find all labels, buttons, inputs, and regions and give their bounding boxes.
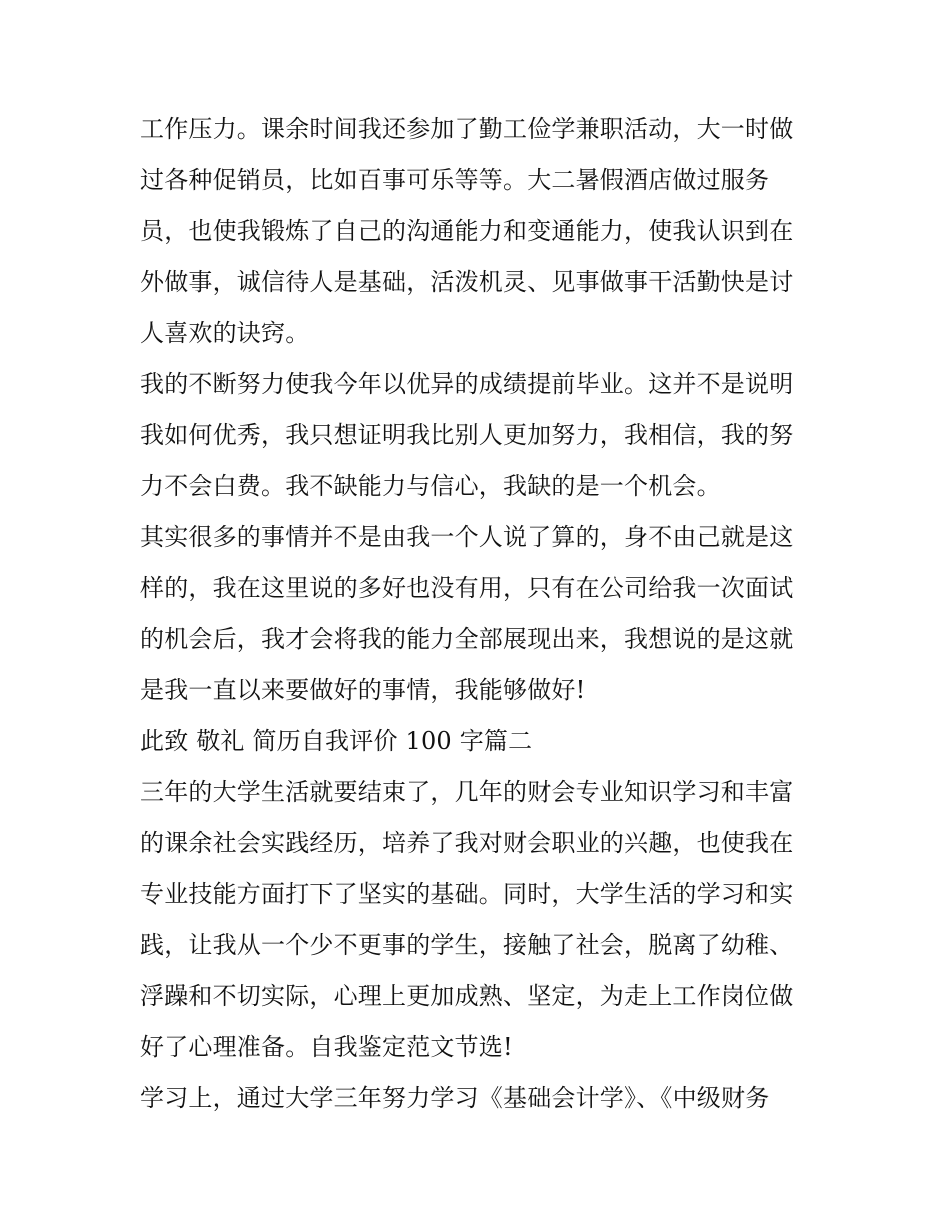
text-line: 过各种促销员，比如百事可乐等等。大二暑假酒店做过服务 xyxy=(140,166,770,194)
text-line: 专业技能方面打下了坚实的基础。同时，大学生活的学习和实 xyxy=(140,880,794,908)
document-body xyxy=(140,104,820,1124)
text-line: 人喜欢的诀窍。 xyxy=(140,319,310,347)
text-line: 样的，我在这里说的多好也没有用，只有在公司给我一次面试 xyxy=(140,574,794,602)
text-line: 是我一直以来要做好的事情，我能够做好! xyxy=(140,676,586,704)
text-line: 的课余社会实践经历，培养了我对财会职业的兴趣，也使我在 xyxy=(140,829,794,857)
text-line: 外做事，诚信待人是基础，活泼机灵、见事做事干活勤快是讨 xyxy=(140,268,794,296)
text-line: 我如何优秀，我只想证明我比别人更加努力，我相信，我的努 xyxy=(140,421,794,449)
text-line: 其实很多的事情并不是由我一个人说了算的，身不由己就是这 xyxy=(140,523,794,551)
text-line: 三年的大学生活就要结束了，几年的财会专业知识学习和丰富 xyxy=(140,778,794,806)
text-line: 学习上，通过大学三年努力学习《基础会计学》、《中级财务 xyxy=(140,1084,770,1112)
section-heading: 此致 敬礼 简历自我评价 100 字篇二 xyxy=(140,727,533,755)
text-line: 力不会白费。我不缺能力与信心，我缺的是一个机会。 xyxy=(140,472,721,500)
text-line: 工作压力。课余时间我还参加了勤工俭学兼职活动，大一时做 xyxy=(140,115,794,143)
text-line: 浮躁和不切实际，心理上更加成熟、坚定，为走上工作岗位做 xyxy=(140,982,794,1010)
text-line: 的机会后，我才会将我的能力全部展现出来，我想说的是这就 xyxy=(140,625,794,653)
text-line: 好了心理准备。自我鉴定范文节选! xyxy=(140,1033,513,1061)
text-line: 员，也使我锻炼了自己的沟通能力和变通能力，使我认识到在 xyxy=(140,217,794,245)
text-line: 我的不断努力使我今年以优异的成绩提前毕业。这并不是说明 xyxy=(140,370,794,398)
text-line: 践，让我从一个少不更事的学生，接触了社会，脱离了幼稚、 xyxy=(140,931,794,959)
